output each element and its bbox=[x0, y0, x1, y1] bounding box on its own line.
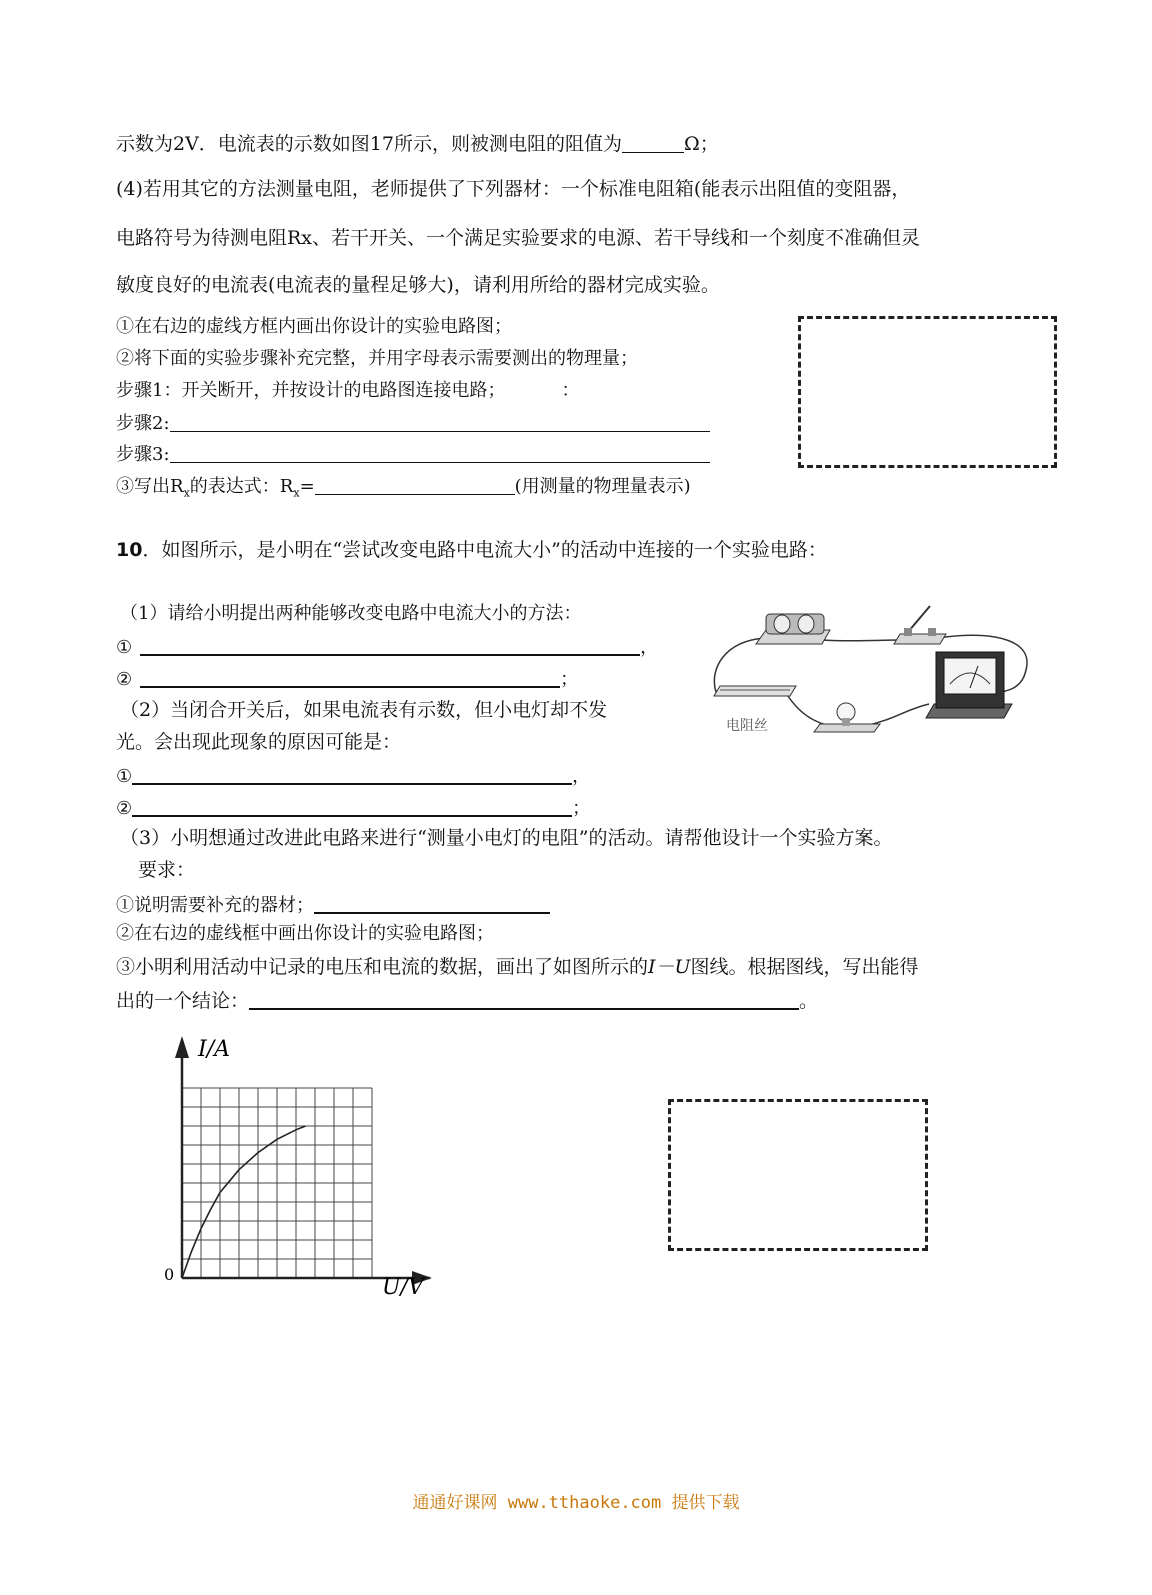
result-line bbox=[116, 132, 719, 156]
expression-blank bbox=[315, 474, 515, 495]
expr-eq: = bbox=[299, 476, 315, 497]
method2-line bbox=[116, 666, 578, 692]
photo-label: 电阻丝 bbox=[726, 718, 768, 734]
part1-text: （1）请给小明提出两种能够改变电路中电流大小的方法： bbox=[120, 603, 582, 624]
part4-line3: 敏度良好的电流表(电流表的量程足够大)，请利用所给的器材完成实验。 bbox=[116, 274, 720, 296]
req3-math: I－U bbox=[648, 956, 691, 978]
y-axis-arrow-icon bbox=[175, 1036, 189, 1058]
method1-line bbox=[116, 634, 658, 660]
reason1-mark: ① bbox=[116, 766, 133, 787]
q10-stem: ．如图所示，是小明在“尝试改变电路中电流大小”的活动中连接的一个实验电路： bbox=[142, 539, 827, 561]
reason2-mark: ② bbox=[116, 798, 133, 819]
y-axis-label: I/A bbox=[198, 1037, 230, 1062]
step1-text: 步骤1：开关断开，并按设计的电路图连接电路； bbox=[116, 380, 506, 401]
step2-line bbox=[116, 411, 710, 436]
x-axis-label: U/V bbox=[382, 1275, 424, 1300]
ohm-unit: Ω； bbox=[684, 133, 719, 155]
sub-question-2: ②将下面的实验步骤补充完整，并用字母表示需要测出的物理量； bbox=[116, 348, 638, 369]
circuit-photo bbox=[704, 600, 1034, 750]
conclusion-label: 出的一个结论： bbox=[116, 990, 250, 1012]
part2-line2: 光。会出现此现象的原因可能是： bbox=[116, 731, 402, 753]
req1-text: ①说明需要补充的器材； bbox=[116, 895, 314, 916]
req3-post: 图线。根据图线，写出能得 bbox=[690, 956, 919, 978]
origin-label: 0 bbox=[164, 1265, 175, 1284]
chart-grid bbox=[182, 1088, 372, 1278]
part3-requirements: 要求： bbox=[138, 859, 196, 881]
resistance-blank bbox=[622, 132, 684, 153]
footer-watermark: 通通好课网 www.tthaoke.com 提供下载 bbox=[412, 1493, 740, 1513]
result-text: 示数为2V．电流表的示数如图17所示，则被测电阻的阻值为 bbox=[116, 133, 622, 155]
step3-label: 步骤3: bbox=[116, 444, 170, 465]
step2-label: 步骤2: bbox=[116, 413, 170, 434]
expr-sub1: x bbox=[183, 486, 190, 500]
reason1-comma: ， bbox=[572, 766, 591, 787]
req2-line: ②在右边的虚线框中画出你设计的实验电路图； bbox=[116, 923, 494, 944]
req3-line2 bbox=[116, 988, 818, 1013]
expr-pre: ③写出R bbox=[116, 476, 184, 497]
iu-chart bbox=[150, 1030, 450, 1300]
req1-line bbox=[116, 892, 550, 918]
q10-stem-line bbox=[116, 538, 827, 562]
reason2-blank bbox=[132, 795, 572, 817]
method2-mark: ② bbox=[116, 669, 133, 690]
method1-mark: ① bbox=[116, 637, 133, 658]
conclusion-period: 。 bbox=[799, 990, 819, 1012]
req3-pre: ③小明利用活动中记录的电压和电流的数据，画出了如图所示的 bbox=[116, 956, 649, 978]
reason1-blank bbox=[132, 763, 572, 785]
req1-blank bbox=[314, 892, 550, 914]
method1-comma: ， bbox=[640, 637, 659, 658]
resistance-wire-icon bbox=[714, 686, 796, 734]
part3-line1: （3）小明想通过改进此电路来进行“测量小电灯的电阻”的活动。请帮他设计一个实验方案。 bbox=[120, 827, 893, 849]
part2-line1: （2）当闭合开关后，如果电流表有示数，但小电灯却不发 bbox=[120, 699, 608, 721]
question-number: 10 bbox=[116, 539, 143, 561]
step2-blank bbox=[170, 411, 710, 432]
ammeter-icon bbox=[926, 652, 1012, 718]
part4-line2: 电路符号为待测电阻Rx、若干开关、一个满足实验要求的电源、若干导线和一个刻度不准确但灵 bbox=[116, 227, 921, 249]
lamp-icon bbox=[814, 703, 880, 732]
step3-blank bbox=[170, 442, 710, 463]
part4-line1: (4)若用其它的方法测量电阻，老师提供了下列器材：一个标准电阻箱(能表示出阻值的变阻器， bbox=[116, 178, 911, 200]
expr-sub2: x bbox=[293, 486, 300, 500]
conclusion-blank bbox=[249, 988, 799, 1010]
req3-line1 bbox=[116, 955, 919, 979]
expr-tail: (用测量的物理量表示) bbox=[514, 476, 691, 497]
sub-question-1: ①在右边的虚线方框内画出你设计的实验电路图； bbox=[116, 316, 512, 337]
reason2-semi: ； bbox=[572, 798, 591, 819]
reason2-line bbox=[116, 795, 590, 821]
method1-blank bbox=[140, 634, 640, 656]
method2-blank bbox=[140, 666, 560, 688]
step1-line bbox=[116, 379, 579, 403]
switch-icon bbox=[894, 606, 946, 644]
reason1-line bbox=[116, 763, 590, 789]
circuit-diagram-box-2 bbox=[668, 1099, 928, 1251]
battery-holder-icon bbox=[756, 614, 830, 644]
expression-line bbox=[116, 474, 691, 506]
expr-mid: 的表达式：R bbox=[189, 476, 294, 497]
step3-line bbox=[116, 442, 710, 467]
step1-tail: ： bbox=[561, 380, 580, 401]
method2-semi: ； bbox=[560, 669, 579, 690]
circuit-diagram-box-1 bbox=[798, 316, 1057, 468]
